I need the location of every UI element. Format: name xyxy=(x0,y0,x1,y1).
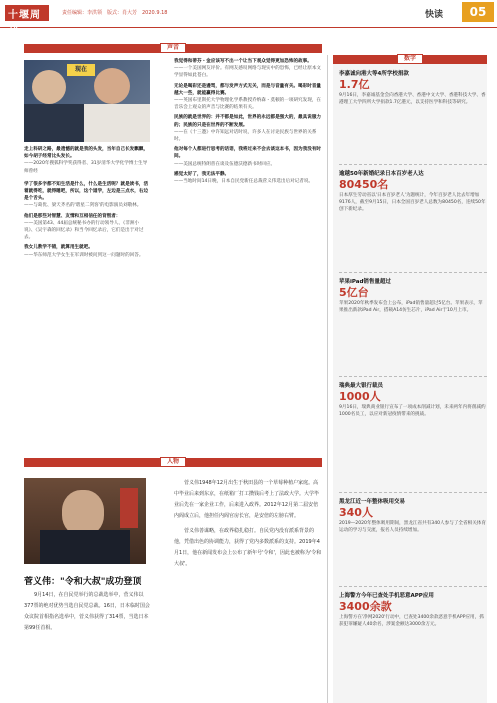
voice-section-band xyxy=(24,44,322,53)
photo-caption-source: ——2020年搜狐科学奖获得者、31岁清华大学化学博士生导师曾经 xyxy=(24,161,148,174)
photo-caption-quote: 走上科研之路，最遗憾的就是我的头发，当年自己长发飘飘，如今胡子经常比头发长。 xyxy=(24,147,149,160)
quote-source: ——在《十三邀》中许知远对话时说，许多人在讨论民族与世界的关系时。 xyxy=(174,129,317,143)
quote-text: 无论是喝彩还是谩骂，都与发声方式无关，而是与音量有关。喝彩时音量越大一些，就能赢得比赛。 xyxy=(174,83,322,96)
portrait-body xyxy=(40,530,130,564)
column-divider xyxy=(327,55,328,703)
page-number-badge: 05 xyxy=(462,2,494,22)
feature-paragraph: 菅义伟1948年12月出生于秋田县的一个草莓种植户家庭。高中毕业后来到东京，在纸箱厂打工攒钱后考上了法政大学。大学毕业后先在一家企业工作，后来进入政界。2012年12月第二届安倍内阁成立后，他担任内阁官房长官，是安倍的左膀右臂。 xyxy=(174,480,320,519)
voice-right-column xyxy=(174,58,322,188)
page-header xyxy=(0,0,497,36)
logo-text: 十堰周刊 xyxy=(8,10,41,36)
numbers-section-label: 数字 xyxy=(397,54,423,64)
portrait-past xyxy=(32,70,66,104)
number-value: 3400余款 xyxy=(339,600,392,613)
number-item xyxy=(339,492,487,534)
number-body: 9月16日，李嘉诚基金会向香港大学、香港中文大学、香港科技大学、香港理工大学四所大学捐款1.7亿港元，以支持医学和科技等研究。 xyxy=(339,93,486,106)
quote-text: 民族的就是世界的：并不都是如此，世界的永远都是强大的，最具说服力的；民族的只是在世界的不断发展。 xyxy=(174,115,322,128)
number-value: 1.7亿 xyxy=(339,78,370,91)
number-body: 上海警方在'净网2020'行动中，已查处3400余款恶意手机APP应用，抓获犯罪嫌疑人40余名，涉案金额达3000余万元。 xyxy=(339,615,484,628)
quote-text: 我觉得和蒂芬・金应该写不出一个让当下观众觉得更加恐怖的故事。 xyxy=(174,59,312,64)
quote-source: ——华东师范大学女生在军训时被问到这一问题时的回答。 xyxy=(24,252,144,258)
number-item xyxy=(339,164,487,214)
number-body: 日本厚生劳动省以'日本百岁老人'为题统计，今年百岁老人比去年增加9176人，截至9月15日，日本全国百岁老人总数为80450名，连续50年创下新纪录。 xyxy=(339,193,486,213)
number-title: 瑞典最大银行裁员 xyxy=(339,383,384,389)
scientist-photo xyxy=(24,60,150,142)
numbers-section-band xyxy=(333,55,487,64)
number-title: 李嘉诚向港大等4所学校捐款 xyxy=(339,71,409,77)
quote-source: ——美国总统特朗普在谈及伍德沃德新书时回应。 xyxy=(174,161,276,167)
quote-text: 感觉太好了，我无法平静。 xyxy=(174,171,230,177)
quote-source: ——美国第43、44届总统秘书办的行动领导人、《非洲小说》、《吴宇森的回忆录》和当今回忆录后，它们是出于对过去。 xyxy=(24,220,144,241)
number-title: 上海警方今年已查处手机恶意APP应用 xyxy=(339,593,434,599)
photo-shoulders-left xyxy=(24,104,84,142)
quote-text: 他们是那些对智慧、友情和互相信任的背叛者： xyxy=(24,213,121,219)
number-title: 黑龙江近一年整体吸用交易 xyxy=(339,499,406,505)
flag-background xyxy=(120,488,138,528)
number-item xyxy=(339,376,487,418)
suga-portrait-photo xyxy=(24,478,146,564)
quote-text: 他对每个人都进行思考的话语，我将过来不会去谈这本书，因为我没有时间。 xyxy=(174,147,322,160)
people-feature-text-col1: 9月14日，在自民党举行的总裁选举中，菅义伟以377票的绝对优势当选自民党总裁。16日，日本临时国会众议院首相指名选举中，菅义伟获得了314票，当选日本第99任首相。 xyxy=(24,592,150,631)
number-value: 80450名 xyxy=(339,178,389,191)
now-sign: 现在 xyxy=(67,64,95,76)
number-body: 2019—2020年整体吸用期间，黑龙江省共有340人参与了全省相关体育运动的学习与交流，报名人员持续增加。 xyxy=(339,521,486,534)
feature-paragraph: 菅义伟善谋略，在政界稳扎稳打。自民党内没有派系背景的他，凭借出色的协调能力，获得了党内多数派系的支持。2019年4月1日，他在新闻发布会上公布了新年号'令和'，因此也被称为'令和大叔'。 xyxy=(174,528,322,567)
people-feature-text-col2 xyxy=(174,478,322,570)
number-item xyxy=(339,272,487,314)
people-feature-title: 菅义伟："令和大叔"成功登顶 xyxy=(24,577,142,587)
quote-source: ——一个美国网友评价。有网友感叹网络与现实中的恐怖，已经让原本文学显得如此苍白。 xyxy=(174,66,322,79)
number-item xyxy=(339,70,487,106)
number-title: 逾越50年新婚纪录日本百岁老人达 xyxy=(339,171,424,177)
number-value: 5亿台 xyxy=(339,286,369,299)
newspaper-logo xyxy=(5,5,49,36)
quote-source: ——与葛优、梁天齐名的'谐星二剑客'的电影演员刘敬林。 xyxy=(24,203,142,209)
photo-shoulders-right xyxy=(84,104,150,142)
people-section-band xyxy=(24,458,322,467)
number-body: 苹果2020年秋季发布会上公布，iPad销售量超过5亿台。苹果表示，苹果推出新款iPad Air，搭载A14仿生芯片，iPad Air于10月上市。 xyxy=(339,301,483,314)
voice-section-label: 声音 xyxy=(160,43,186,53)
voice-left-column xyxy=(24,146,150,262)
number-value: 340人 xyxy=(339,506,373,519)
number-title: 苹果iPad销售量超过 xyxy=(339,279,391,285)
editor-credit-line: 责任编辑：李洪领 版式：肖大芳 2020.9.18 xyxy=(62,10,168,16)
number-body: 9月16日，瑞典商业银行宣布了一项成本削减计划，未来两年内将削减约1000名员工，以应对新冠疫情带来的挑战。 xyxy=(339,405,486,418)
portrait-now xyxy=(94,68,130,104)
number-value: 1000人 xyxy=(339,390,381,403)
quote-text: 学了很多字都不知生活是什么，什么是生活呢？就是读书，活着就得吃，就得睡吧，所以，这个道学，左边是三点水，右边是个舌头。 xyxy=(24,181,149,202)
people-section-label: 人物 xyxy=(160,457,186,467)
quote-source: ——当地时间14日晚，日本自民党新任总裁菅义伟选出后对记者说。 xyxy=(174,179,314,185)
quote-source: ——英国布里斯托大学物理化学系教授乔纳森・莫顿的一项研究发现，在音乐会上观众的声音与比赛的结果有关。 xyxy=(174,98,322,111)
section-name: 快读 xyxy=(425,10,444,20)
number-item xyxy=(339,586,487,628)
quote-text: 我女儿教学不错，就算用生就吧。 xyxy=(24,245,93,251)
